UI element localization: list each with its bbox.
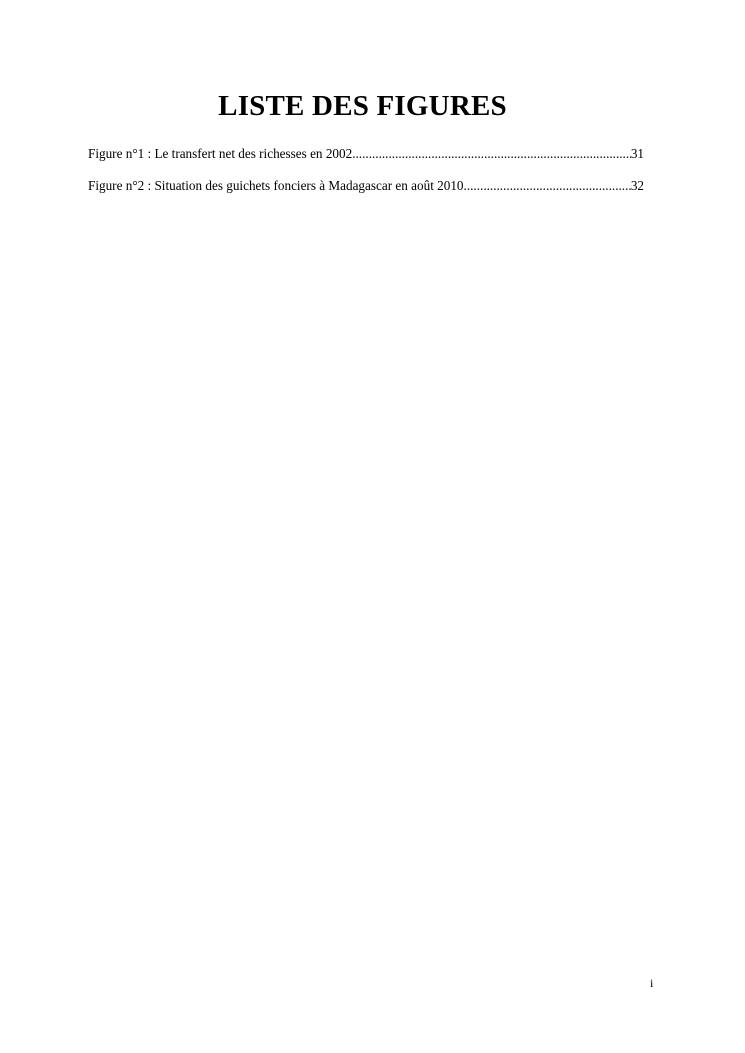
- figure-list-entry[interactable]: [88, 145, 644, 163]
- figure-list-entry[interactable]: [88, 177, 644, 195]
- page-title: LISTE DES FIGURES: [218, 90, 507, 122]
- figure-list: [88, 145, 644, 209]
- dot-leader: [464, 177, 631, 195]
- figure-entry-page: 32: [630, 178, 644, 193]
- figure-entry-label: Figure n°1 : Le transfert net des richesses en 2002: [88, 146, 353, 161]
- figure-entry-label: Figure n°2 : Situation des guichets fonciers à Madagascar en août 2010: [88, 178, 464, 193]
- page-number: i: [650, 976, 654, 990]
- figure-entry-page: 31: [630, 146, 644, 161]
- dot-leader: [352, 145, 631, 163]
